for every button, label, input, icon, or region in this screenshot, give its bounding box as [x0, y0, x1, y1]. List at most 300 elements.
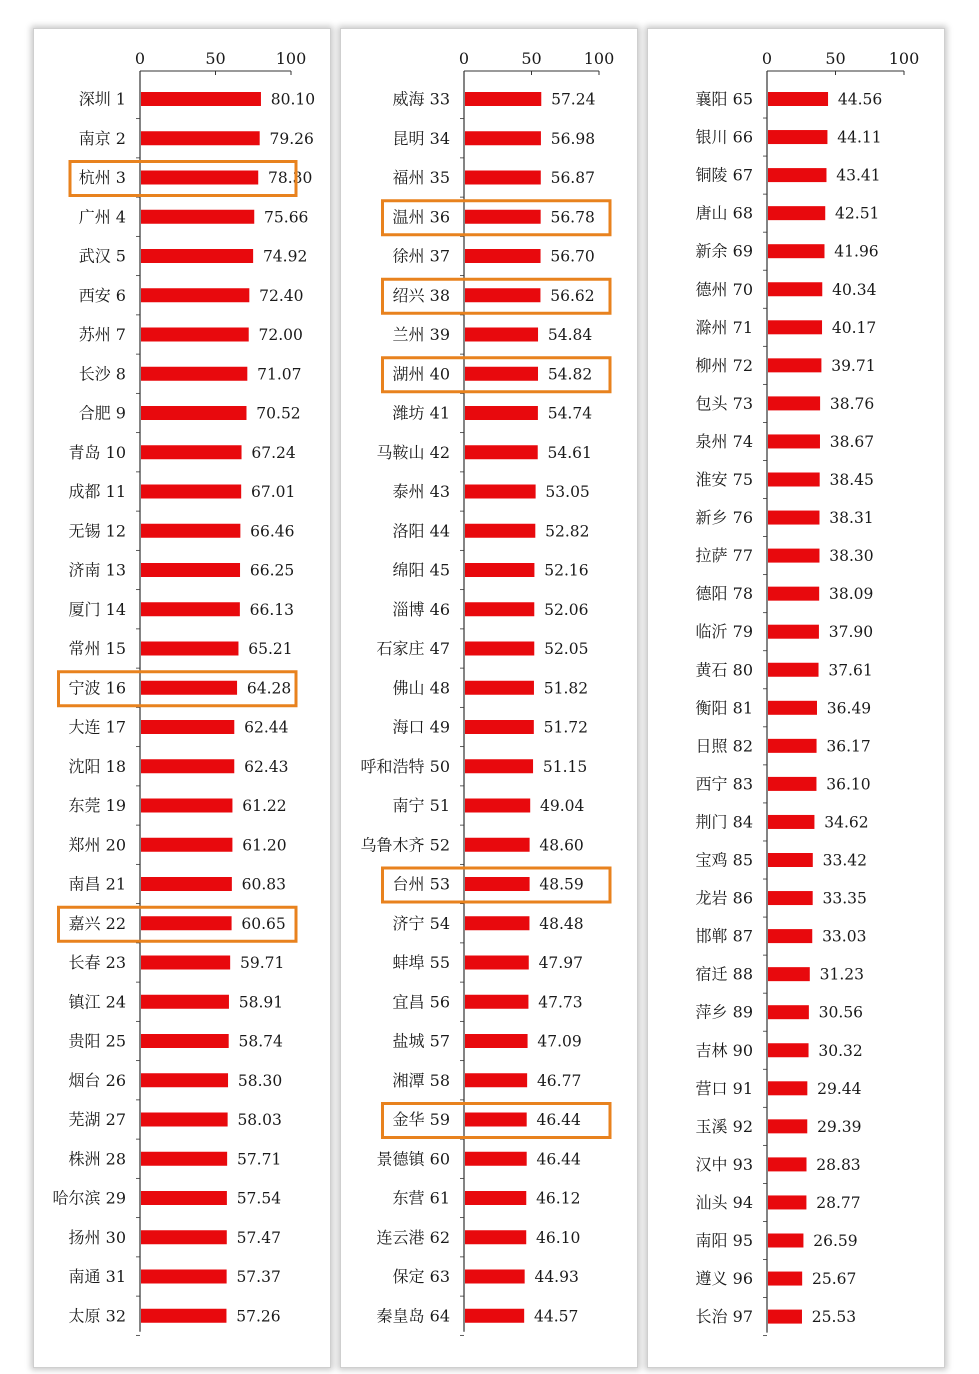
- bar: [465, 956, 529, 970]
- bar: [465, 288, 540, 302]
- data-label: 57.54: [236, 1189, 282, 1208]
- category-label: 福州 35: [392, 168, 450, 187]
- category-label: 郑州 20: [68, 835, 126, 855]
- category-label: 唐山 68: [695, 203, 753, 223]
- data-label: 61.22: [242, 797, 287, 815]
- data-label: 79.26: [269, 129, 314, 148]
- data-label: 47.97: [538, 954, 583, 972]
- category-label: 武汉 5: [78, 246, 126, 266]
- category-label: 德州 70: [695, 279, 753, 299]
- bar: [465, 1113, 527, 1127]
- category-label: 株洲 28: [68, 1149, 126, 1169]
- category-label: 萍乡 89: [695, 1002, 753, 1022]
- category-label: 苏州 7: [78, 325, 126, 344]
- data-label: 52.05: [544, 640, 589, 658]
- data-label: 51.15: [542, 757, 588, 776]
- category-label: 德阳 78: [695, 584, 753, 604]
- data-label: 78.30: [268, 169, 313, 187]
- bar: [465, 681, 534, 695]
- category-label: 汕头 94: [695, 1192, 753, 1212]
- category-label: 泉州 74: [695, 431, 753, 451]
- category-label: 厦门 14: [68, 599, 126, 619]
- data-label: 46.44: [536, 1111, 581, 1129]
- category-label: 连云港 62: [376, 1227, 450, 1247]
- data-label: 48.60: [539, 836, 584, 855]
- data-label: 52.16: [544, 561, 589, 580]
- data-label: 52.06: [544, 600, 589, 619]
- x-tick-label: 100: [275, 49, 307, 68]
- bar: [768, 967, 810, 981]
- bar: [141, 995, 229, 1009]
- bar: [465, 602, 534, 616]
- x-tick-label: 50: [825, 49, 846, 68]
- category-label: 太原 32: [68, 1306, 126, 1326]
- data-label: 46.10: [536, 1228, 581, 1247]
- category-label: 东营 61: [392, 1188, 450, 1208]
- category-label: 南京 2: [78, 128, 126, 148]
- data-label: 38.76: [829, 394, 875, 413]
- data-label: 64.28: [246, 679, 292, 698]
- bar: [768, 473, 820, 487]
- category-label: 银川 66: [695, 127, 753, 147]
- category-label: 景德镇 60: [376, 1149, 450, 1169]
- category-label: 深圳 1: [78, 89, 126, 109]
- data-label: 44.56: [837, 90, 883, 109]
- bar-chart-3: [648, 29, 944, 1367]
- bar: [465, 563, 534, 577]
- bar: [141, 1034, 229, 1048]
- category-label: 芜湖 27: [68, 1110, 126, 1129]
- category-label: 常州 15: [68, 639, 126, 658]
- data-label: 58.91: [238, 993, 284, 1012]
- chart-panel-2: [340, 28, 638, 1368]
- category-label: 绵阳 45: [392, 560, 450, 580]
- category-label: 无锡 12: [68, 521, 126, 541]
- data-label: 48.59: [539, 875, 584, 894]
- bar: [465, 92, 541, 106]
- data-label: 51.82: [543, 679, 589, 698]
- data-label: 44.57: [533, 1307, 579, 1326]
- data-label: 67.24: [251, 443, 296, 462]
- category-label: 湖州 40: [392, 364, 450, 384]
- bar: [141, 171, 258, 185]
- data-label: 59.71: [239, 954, 285, 972]
- bar: [768, 663, 819, 677]
- category-label: 新乡 76: [695, 508, 753, 528]
- bar: [768, 1195, 806, 1209]
- category-label: 柳州 72: [695, 355, 753, 375]
- bar: [141, 92, 261, 106]
- bar: [768, 891, 813, 905]
- bar: [465, 445, 538, 459]
- bar: [768, 396, 820, 410]
- category-label: 营口 91: [695, 1078, 753, 1098]
- category-label: 大连 17: [68, 717, 126, 737]
- bar: [465, 485, 536, 499]
- x-tick-label: 0: [134, 49, 146, 68]
- data-label: 47.73: [538, 993, 583, 1012]
- category-label: 济宁 54: [392, 913, 450, 933]
- bar: [465, 210, 541, 224]
- data-label: 36.17: [826, 737, 871, 756]
- category-label: 长治 97: [695, 1307, 753, 1327]
- category-label: 长春 23: [68, 953, 126, 972]
- bar: [768, 511, 819, 525]
- data-label: 66.46: [250, 522, 295, 541]
- bar: [768, 282, 822, 296]
- data-label: 56.62: [550, 286, 595, 305]
- category-label: 南阳 95: [695, 1231, 753, 1250]
- data-label: 61.20: [242, 836, 287, 855]
- bar: [768, 168, 826, 182]
- bar: [768, 244, 824, 258]
- data-label: 72.00: [258, 326, 303, 344]
- bar: [768, 815, 814, 829]
- bar: [465, 249, 541, 263]
- bar: [768, 701, 817, 715]
- data-label: 29.44: [817, 1079, 862, 1098]
- category-label: 荆门 84: [695, 812, 753, 832]
- data-label: 46.44: [536, 1150, 581, 1169]
- data-label: 26.59: [813, 1232, 858, 1250]
- data-label: 57.26: [236, 1307, 281, 1326]
- bar: [141, 524, 240, 538]
- data-label: 25.53: [811, 1308, 857, 1327]
- bar: [465, 1034, 528, 1048]
- bar: [141, 799, 232, 813]
- bar-chart-1: [34, 29, 330, 1367]
- bar: [141, 1309, 226, 1323]
- category-label: 临沂 79: [695, 622, 753, 642]
- bar: [768, 777, 816, 791]
- data-label: 44.11: [837, 128, 882, 147]
- bar: [768, 739, 817, 753]
- chart-panel-1: [33, 28, 331, 1368]
- bar: [768, 1272, 802, 1286]
- data-label: 31.23: [819, 965, 864, 984]
- category-label: 汉中 93: [695, 1154, 753, 1174]
- data-label: 42.51: [835, 204, 880, 223]
- data-label: 57.47: [236, 1228, 281, 1247]
- bar: [141, 445, 242, 459]
- data-label: 57.37: [236, 1268, 281, 1286]
- bar: [141, 1270, 227, 1284]
- data-label: 56.87: [550, 169, 595, 187]
- data-label: 33.35: [822, 889, 867, 908]
- category-label: 哈尔滨 29: [52, 1188, 126, 1208]
- data-label: 74.92: [262, 247, 308, 266]
- data-label: 25.67: [811, 1270, 857, 1289]
- bar: [465, 720, 534, 734]
- data-label: 62.44: [244, 718, 289, 737]
- bar: [465, 1270, 525, 1284]
- bar: [768, 1310, 802, 1324]
- data-label: 41.96: [834, 242, 879, 261]
- data-label: 62.43: [244, 757, 289, 776]
- category-label: 包头 73: [695, 393, 753, 413]
- data-label: 40.17: [831, 318, 877, 337]
- category-label: 济南 13: [68, 560, 126, 580]
- data-label: 54.61: [547, 443, 592, 462]
- x-tick-label: 50: [205, 49, 226, 68]
- bar: [768, 587, 819, 601]
- category-label: 邯郸 87: [695, 926, 753, 946]
- data-label: 48.48: [539, 914, 584, 933]
- category-label: 扬州 30: [68, 1227, 126, 1247]
- category-label: 蚌埠 55: [392, 953, 450, 972]
- bar: [465, 524, 535, 538]
- category-label: 石家庄 47: [376, 639, 450, 658]
- bar: [141, 916, 232, 930]
- bar: [141, 877, 232, 891]
- data-label: 54.74: [547, 404, 593, 423]
- data-label: 54.82: [547, 365, 593, 384]
- category-label: 遵义 96: [695, 1269, 753, 1289]
- data-label: 33.42: [822, 851, 867, 870]
- data-label: 56.78: [550, 208, 595, 227]
- bar: [141, 838, 232, 852]
- category-label: 潍坊 41: [392, 403, 450, 423]
- category-label: 徐州 37: [392, 246, 450, 266]
- data-label: 60.65: [241, 914, 286, 933]
- bar: [465, 1309, 524, 1323]
- data-label: 66.13: [249, 600, 295, 619]
- data-label: 39.71: [831, 356, 876, 375]
- category-label: 宁波 16: [68, 678, 126, 698]
- bar: [465, 916, 529, 930]
- category-label: 滁州 71: [695, 317, 753, 337]
- bar: [141, 1230, 227, 1244]
- data-label: 75.66: [264, 208, 309, 227]
- bar: [465, 131, 541, 145]
- category-label: 威海 33: [392, 89, 450, 109]
- data-label: 30.32: [818, 1041, 863, 1060]
- bar: [768, 1119, 807, 1133]
- bar: [141, 1073, 228, 1087]
- bar: [768, 1157, 806, 1171]
- category-label: 吉林 90: [695, 1040, 753, 1060]
- bar: [768, 853, 813, 867]
- bar: [768, 320, 822, 334]
- category-label: 贵阳 25: [68, 1031, 126, 1051]
- bar: [141, 249, 253, 263]
- category-label: 拉萨 77: [695, 546, 753, 566]
- data-label: 65.21: [248, 640, 293, 658]
- bar: [768, 92, 828, 106]
- category-label: 宿迁 88: [695, 964, 753, 984]
- category-label: 西宁 83: [695, 774, 753, 794]
- category-label: 马鞍山 42: [376, 442, 450, 462]
- x-tick-label: 0: [761, 49, 773, 68]
- data-label: 54.84: [547, 326, 593, 344]
- bar: [465, 1191, 526, 1205]
- category-label: 烟台 26: [68, 1070, 126, 1090]
- data-label: 49.04: [540, 797, 585, 815]
- category-label: 东莞 19: [68, 796, 126, 815]
- bar: [141, 759, 234, 773]
- bar: [465, 1152, 527, 1166]
- bar: [141, 563, 240, 577]
- category-label: 湘潭 58: [392, 1070, 450, 1090]
- bar: [768, 929, 812, 943]
- data-label: 38.45: [829, 471, 874, 489]
- category-label: 镇江 24: [68, 992, 126, 1012]
- category-label: 金华 59: [392, 1110, 450, 1129]
- data-label: 36.10: [826, 775, 871, 794]
- category-label: 西安 6: [78, 285, 126, 305]
- bar: [141, 602, 240, 616]
- category-label: 秦皇岛 64: [376, 1306, 450, 1326]
- category-label: 铜陵 67: [695, 165, 753, 185]
- data-label: 30.56: [818, 1003, 864, 1022]
- x-tick-label: 100: [583, 49, 615, 68]
- category-label: 绍兴 38: [392, 285, 450, 305]
- data-label: 44.93: [534, 1268, 579, 1286]
- bar: [768, 549, 819, 563]
- bar: [141, 406, 246, 420]
- data-label: 51.72: [543, 718, 589, 737]
- category-label: 嘉兴 22: [68, 913, 126, 933]
- data-label: 66.25: [249, 561, 295, 580]
- category-label: 新余 69: [695, 241, 753, 261]
- bar: [141, 328, 249, 342]
- x-tick-label: 100: [888, 49, 920, 68]
- chart-panel-3: [647, 28, 945, 1368]
- bar: [768, 130, 827, 144]
- bar: [465, 1230, 526, 1244]
- category-label: 南昌 21: [68, 874, 126, 894]
- category-label: 佛山 48: [392, 678, 450, 698]
- bar: [141, 1191, 227, 1205]
- data-label: 70.52: [256, 404, 301, 423]
- bar: [465, 406, 538, 420]
- bar: [465, 367, 538, 381]
- category-label: 泰州 43: [392, 482, 450, 501]
- category-label: 淄博 46: [392, 599, 450, 619]
- category-label: 保定 63: [392, 1267, 450, 1286]
- data-label: 46.12: [536, 1189, 581, 1208]
- category-label: 南宁 51: [392, 796, 450, 815]
- category-label: 广州 4: [78, 207, 126, 227]
- data-label: 56.70: [550, 247, 595, 266]
- bar: [465, 838, 530, 852]
- category-label: 盐城 57: [392, 1031, 450, 1051]
- category-label: 呼和浩特 50: [360, 756, 450, 776]
- data-label: 43.41: [836, 166, 881, 185]
- data-label: 38.09: [828, 585, 874, 604]
- data-label: 56.98: [550, 129, 596, 148]
- data-label: 57.71: [236, 1150, 282, 1169]
- data-label: 40.34: [832, 280, 877, 299]
- data-label: 29.39: [817, 1117, 862, 1136]
- data-label: 71.07: [257, 365, 302, 384]
- category-label: 兰州 39: [392, 325, 450, 344]
- category-label: 青岛 10: [68, 442, 126, 462]
- data-label: 33.03: [822, 927, 867, 946]
- bar: [141, 485, 241, 499]
- data-label: 46.77: [536, 1071, 582, 1090]
- bar: [465, 759, 533, 773]
- category-label: 昆明 34: [392, 128, 450, 148]
- category-label: 淮安 75: [695, 470, 753, 489]
- category-label: 黄石 80: [695, 660, 753, 680]
- bar: [768, 625, 819, 639]
- bar: [768, 358, 821, 372]
- category-label: 宝鸡 85: [695, 850, 753, 870]
- data-label: 37.61: [828, 661, 873, 680]
- bar: [141, 367, 247, 381]
- category-label: 龙岩 86: [695, 888, 753, 908]
- data-label: 28.83: [816, 1155, 861, 1174]
- bar: [465, 995, 528, 1009]
- bar: [768, 1081, 807, 1095]
- category-label: 玉溪 92: [695, 1116, 753, 1136]
- category-label: 杭州 3: [78, 168, 126, 187]
- category-label: 沈阳 18: [68, 756, 126, 776]
- category-label: 海口 49: [392, 717, 450, 737]
- category-label: 成都 11: [68, 482, 126, 501]
- data-label: 80.10: [270, 90, 316, 109]
- category-label: 宜昌 56: [392, 992, 450, 1012]
- category-label: 襄阳 65: [695, 89, 753, 109]
- bar: [465, 642, 534, 656]
- bar: [141, 288, 249, 302]
- bar: [141, 681, 237, 695]
- bar: [768, 434, 820, 448]
- data-label: 58.74: [238, 1032, 283, 1051]
- data-label: 72.40: [259, 286, 304, 305]
- category-label: 台州 53: [392, 874, 450, 894]
- bar: [465, 171, 541, 185]
- bar: [465, 877, 530, 891]
- data-label: 28.77: [816, 1193, 861, 1212]
- bar: [141, 642, 238, 656]
- bar: [141, 131, 260, 145]
- bar: [465, 1073, 527, 1087]
- x-tick-label: 0: [458, 49, 470, 68]
- data-label: 60.83: [241, 875, 287, 894]
- category-label: 南通 31: [68, 1267, 126, 1286]
- bar: [768, 1043, 809, 1057]
- data-label: 67.01: [250, 483, 296, 501]
- data-label: 38.31: [829, 509, 874, 528]
- category-label: 温州 36: [392, 207, 450, 227]
- bar: [465, 799, 530, 813]
- bar-chart-2: [341, 29, 637, 1367]
- category-label: 合肥 9: [78, 403, 126, 423]
- category-label: 日照 82: [695, 736, 753, 756]
- category-label: 洛阳 44: [392, 521, 450, 541]
- data-label: 58.03: [237, 1111, 282, 1129]
- data-label: 52.82: [545, 522, 590, 541]
- bar: [141, 210, 254, 224]
- data-label: 34.62: [824, 813, 869, 832]
- data-label: 47.09: [537, 1032, 582, 1051]
- bar: [465, 328, 538, 342]
- category-label: 乌鲁木齐 52: [360, 835, 450, 855]
- bar: [141, 720, 234, 734]
- data-label: 38.30: [829, 547, 874, 566]
- bar: [141, 1152, 227, 1166]
- data-label: 37.90: [828, 623, 874, 642]
- data-label: 38.67: [829, 432, 875, 451]
- x-tick-label: 50: [521, 49, 542, 68]
- bar: [768, 1005, 809, 1019]
- bar: [768, 1234, 803, 1248]
- bar: [768, 206, 825, 220]
- data-label: 36.49: [826, 699, 872, 718]
- bar: [141, 1113, 228, 1127]
